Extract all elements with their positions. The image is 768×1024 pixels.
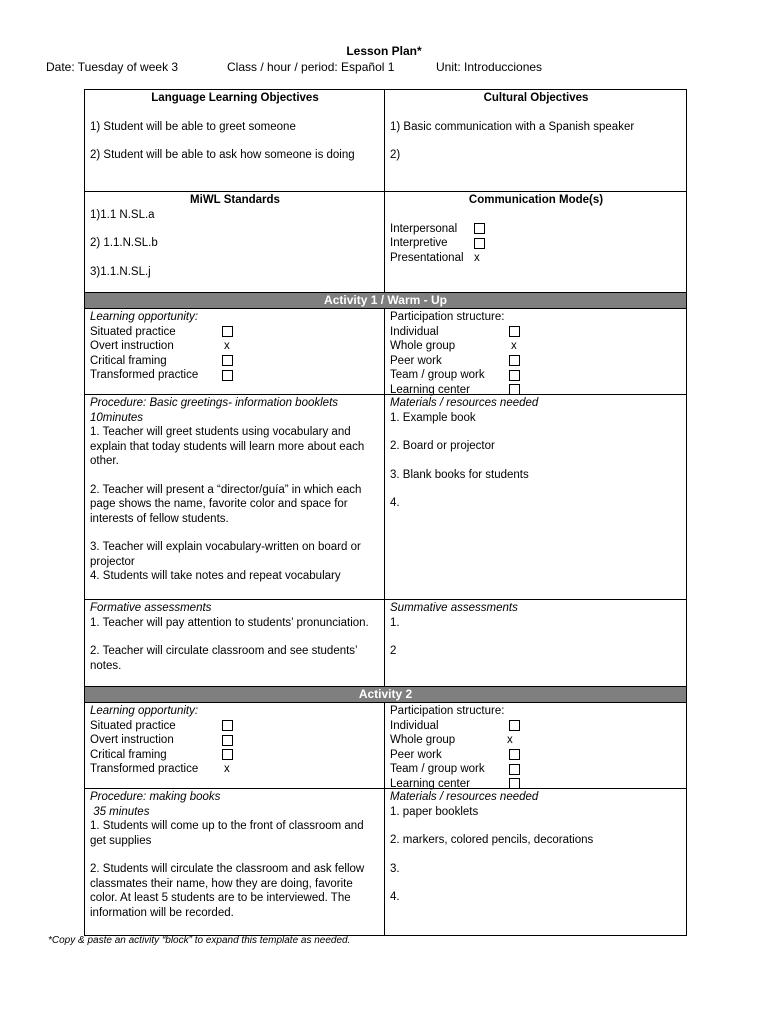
communication-modes-cell	[385, 192, 686, 292]
standards-heading: MiWL Standards	[190, 194, 280, 206]
x-mark: x	[511, 340, 517, 352]
materials-heading: Materials / resources needed	[390, 397, 539, 409]
checkbox[interactable]	[509, 326, 520, 337]
activity-2-bar: Activity 2	[85, 686, 686, 702]
participation-learning-center: Learning center	[390, 777, 682, 792]
participation-team: Team / group work	[390, 762, 682, 777]
activity-1-procedure-row	[85, 394, 686, 599]
procedure-step: 1. Students will come up to the front of classroom and get supplies	[90, 820, 364, 847]
mode-presentational: Presentational x	[390, 251, 480, 264]
formative-heading: Formative assessments	[90, 602, 212, 614]
material-item: 2. markers, colored pencils, decorations	[390, 834, 594, 846]
activity-2-structure-row	[85, 702, 686, 788]
class-field: Class / hour / period: Español 1	[227, 60, 395, 74]
procedure-time: 35 minutes	[90, 805, 150, 818]
cultural-objective-item: 1) Basic communication with a Spanish speaker	[390, 120, 635, 133]
learning-opportunity-heading: Learning opportunity:	[90, 705, 199, 717]
opportunity-overt: Overt instruction	[90, 733, 380, 748]
materials-heading: Materials / resources needed	[390, 791, 539, 803]
checkbox[interactable]	[222, 355, 233, 366]
cultural-objective-item: 2)	[390, 149, 401, 161]
procedure-heading: Procedure: making books	[90, 791, 221, 803]
x-mark: x	[224, 763, 230, 775]
materials-cell	[385, 789, 686, 935]
material-item: 4.	[390, 497, 400, 509]
procedure-step: 1. Teacher will greet students using vocabulary and explain that today students will learn more about each other.	[90, 426, 365, 467]
formative-item: 2. Teacher will circulate classroom and see students’ notes.	[90, 645, 358, 672]
procedure-step: 4. Students will take notes and repeat vocabulary	[90, 570, 341, 582]
checkbox[interactable]	[474, 223, 485, 234]
activity-2-procedure-row	[85, 788, 686, 935]
summative-assessment-cell	[385, 600, 686, 686]
activity-1-structure-row	[85, 308, 686, 394]
participation-peer-work: Peer work	[390, 354, 682, 369]
checkbox[interactable]	[222, 326, 233, 337]
standard-item: 1)1.1 N.SL.a	[90, 208, 155, 221]
x-mark: x	[507, 734, 513, 746]
page-title: Lesson Plan*	[346, 44, 422, 58]
opportunity-situated: Situated practice	[90, 325, 380, 340]
formative-assessment-cell	[85, 600, 385, 686]
participation-whole-group: Whole group x	[390, 340, 517, 352]
material-item: 1. paper booklets	[390, 805, 479, 818]
standards-cell	[85, 192, 385, 292]
opportunity-situated: Situated practice	[90, 719, 380, 734]
language-objectives-heading: Language Learning Objectives	[151, 92, 319, 104]
participation-whole-group: Whole group x	[390, 734, 513, 746]
participation-individual: Individual	[390, 325, 682, 340]
checkbox[interactable]	[509, 355, 520, 366]
language-objectives-cell	[85, 90, 385, 191]
learning-opportunity-cell	[85, 703, 385, 788]
cultural-objectives-cell	[385, 90, 686, 191]
language-objective-item: 1) Student will be able to greet someone	[90, 120, 296, 133]
summative-heading: Summative assessments	[390, 602, 518, 614]
opportunity-transformed: Transformed practice	[90, 368, 380, 383]
checkbox[interactable]	[509, 370, 520, 381]
procedure-step: 3. Teacher will explain vocabulary-written on board or projector	[90, 541, 361, 568]
mode-interpersonal: Interpersonal	[390, 222, 682, 237]
unit-field: Unit: Introducciones	[436, 60, 543, 74]
material-item: 1. Example book	[390, 411, 476, 424]
x-mark: x	[224, 340, 230, 352]
language-objective-item: 2) Student will be able to ask how someone is doing	[90, 149, 355, 161]
procedure-cell	[85, 395, 385, 599]
checkbox[interactable]	[222, 749, 233, 760]
checkbox[interactable]	[509, 764, 520, 775]
participation-structure-heading: Participation structure:	[390, 311, 505, 323]
checkbox[interactable]	[509, 720, 520, 731]
summative-item: 1.	[390, 616, 400, 629]
x-mark: x	[474, 251, 480, 264]
participation-structure-cell	[385, 309, 686, 394]
participation-learning-center: Learning center	[390, 383, 682, 398]
opportunity-transformed: Transformed practice x	[90, 763, 230, 775]
participation-structure-cell	[385, 703, 686, 788]
procedure-step: 2. Teacher will present a “director/guía” in which each page shows the name, favorite color and space for interests of fellow students.	[90, 483, 362, 525]
objectives-row	[85, 90, 686, 191]
material-item: 3.	[390, 862, 400, 875]
standard-item: 3)1.1.N.SL.j	[90, 265, 151, 278]
checkbox[interactable]	[509, 749, 520, 760]
materials-cell	[385, 395, 686, 599]
activity-1-bar: Activity 1 / Warm - Up	[85, 292, 686, 308]
material-item: 2. Board or projector	[390, 440, 495, 452]
checkbox[interactable]	[509, 778, 520, 789]
learning-opportunity-cell	[85, 309, 385, 394]
procedure-time: 10minutes	[90, 411, 144, 424]
standards-row	[85, 191, 686, 292]
activity-1-assessment-row	[85, 599, 686, 686]
lesson-plan-table	[84, 89, 687, 936]
participation-team: Team / group work	[390, 368, 682, 383]
checkbox[interactable]	[509, 384, 520, 395]
participation-individual: Individual	[390, 719, 682, 734]
checkbox[interactable]	[222, 370, 233, 381]
material-item: 3. Blank books for students	[390, 468, 529, 481]
procedure-cell	[85, 789, 385, 935]
procedure-heading: Procedure: Basic greetings- information booklets	[90, 397, 339, 409]
date-field: Date: Tuesday of week 3	[46, 60, 179, 74]
checkbox[interactable]	[222, 720, 233, 731]
opportunity-critical: Critical framing	[90, 748, 380, 763]
participation-peer-work: Peer work	[390, 748, 682, 763]
summative-item: 2	[390, 645, 397, 657]
learning-opportunity-heading: Learning opportunity:	[90, 311, 199, 323]
mode-interpretive: Interpretive	[390, 236, 682, 251]
formative-item: 1. Teacher will pay attention to students’ pronunciation.	[90, 616, 369, 629]
opportunity-critical: Critical framing	[90, 354, 380, 369]
cultural-objectives-heading: Cultural Objectives	[483, 92, 589, 104]
communication-modes-heading: Communication Mode(s)	[468, 194, 604, 206]
footnote: *Copy & paste an activity “block” to expand this template as needed.	[48, 935, 351, 946]
checkbox[interactable]	[222, 735, 233, 746]
participation-structure-heading: Participation structure:	[390, 705, 505, 717]
standard-item: 2) 1.1.N.SL.b	[90, 237, 158, 249]
opportunity-overt: Overt instruction x	[90, 340, 230, 352]
checkbox[interactable]	[474, 238, 485, 249]
procedure-step: 2. Students will circulate the classroom and ask fellow classmates their name, how they are doing, favorite color. At least 5 students are to be interviewed. The information will be recorded.	[90, 863, 365, 919]
material-item: 4.	[390, 891, 400, 903]
